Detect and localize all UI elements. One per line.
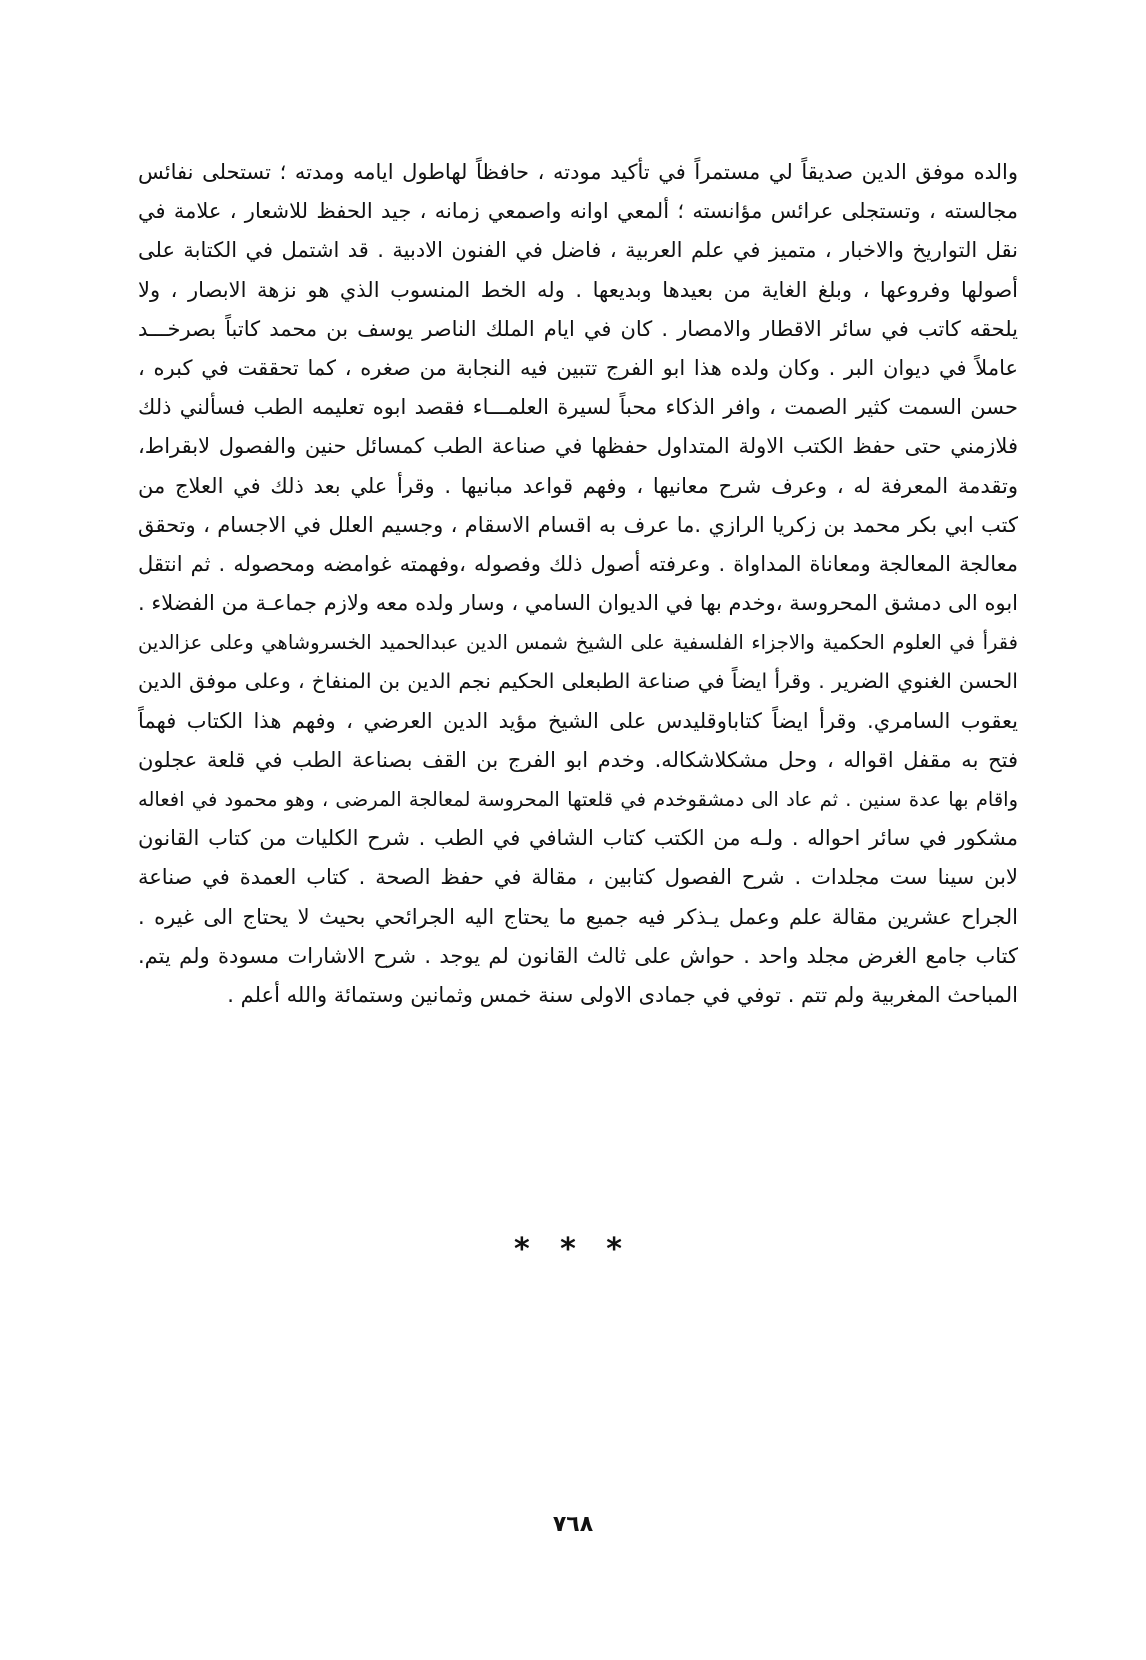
text-line: الجراح عشرين مقالة علم وعمل يـذكر فيه جميع ما يحتاج اليه الجرائحي بحيث لا يحتاج الى غيره .	[138, 904, 1018, 929]
text-line: مجالسته ، وتستجلى عرائس مؤانسته ؛ ألمعي اوانه واصمعي زمانه ، جيد الحفظ للاشعار ، علامة في	[138, 199, 1018, 224]
text-line: كتاب جامع الغرض مجلد واحد . حواش على ثالث القانون لم يوجد . شرح الاشارات مسودة ولم يتم.	[138, 943, 1018, 968]
text-line: وتقدمة المعرفة له ، وعرف شرح معانيها ، وفهم قواعد مبانيها . وقرأ علي بعد ذلك في العلاج من	[138, 473, 1018, 498]
text-line: حسن السمت كثير الصمت ، وافر الذكاء محباً لسيرة العلمـــاء فقصد ابوه تعليمه الطب فسألني ذلك	[138, 395, 1018, 420]
text-line: عاملاً في ديوان البر . وكان ولده هذا ابو الفرج تتبين فيه النجابة من صغره ، كما تحققت في كبره ،	[138, 355, 1018, 380]
text-line: لابن سينا ست مجلدات . شرح الفصول كتابين ، مقالة في حفظ الصحة . كتاب العمدة في صناعة	[138, 865, 1018, 890]
text-line: كتب ابي بكر محمد بن زكريا الرازي .ما عرف به اقسام الاسقام ، وجسيم العلل في الاجسام ، وتحقق	[138, 512, 1018, 537]
body-text	[138, 153, 1018, 1015]
text-line: يعقوب السامري. وقرأ ايضاً كتاباوقليدس على الشيخ مؤيد الدين العرضي ، وفهم هذا الكتاب فهماً	[138, 708, 1018, 733]
text-line: مشكور في سائر احواله . ولـه من الكتب كتاب الشافي في الطب . شرح الكليات من كتاب القانون	[138, 826, 1018, 851]
text-line: الحسن الغنوي الضرير . وقرأ ايضاً في صناعة الطبعلى الحكيم نجم الدين بن المنفاخ ، وعلى موفق الدين	[138, 669, 1018, 694]
page-number: ٧٦٨	[552, 1512, 594, 1537]
text-line: والده موفق الدين صديقاً لي مستمراً في تأكيد مودته ، حافظاً لهاطول ايامه ومدته ؛ تستحلى نفائس	[138, 160, 1018, 184]
text-line: أصولها وفروعها ، وبلغ الغاية من بعيدها وبديعها . وله الخط المنسوب الذي هو نزهة الابصار ، ولا	[138, 277, 1018, 302]
text-line: فتح به مقفل اقواله ، وحل مشكلاشكاله. وخدم ابو الفرج بن القف بصناعة الطب في قلعة عجلون	[138, 747, 1018, 772]
text-line: واقام بها عدة سنين . ثم عاد الى دمشقوخدم في قلعتها المحروسة لمعالجة المرضى ، وهو محمود في افعاله	[138, 788, 1018, 811]
text-line: ابوه الى دمشق المحروسة ،وخدم بها في الديوان السامي ، وسار ولده معه ولازم جماعـة من الفضلاء .	[138, 591, 1018, 616]
text-line: فقرأ في العلوم الحكمية والاجزاء الفلسفية على الشيخ شمس الدين عبدالحميد الخسروشاهي وعلى عزالدين	[138, 631, 1018, 655]
text-line: معالجة المعالجة ومعاناة المداواة . وعرفته أصول ذلك وفصوله ،وفهمته غوامضه ومحصوله . ثم انتقل	[138, 551, 1018, 576]
text-line: يلحقه كاتب في سائر الاقطار والامصار . كان في ايام الملك الناصر يوسف بن محمد كاتباً بصرخـــد	[138, 316, 1018, 341]
text-line: المباحث المغربية ولم تتم . توفي في جمادى الاولى سنة خمس وثمانين وستمائة والله أعلم .	[227, 982, 1018, 1007]
section-separator: * * *	[514, 1232, 632, 1267]
text-line: فلازمني حتى حفظ الكتب الاولة المتداول حفظها في صناعة الطب كمسائل حنين والفصول لابقراط،	[138, 434, 1018, 459]
text-line: نقل التواريخ والاخبار ، متميز في علم العربية ، فاضل في الفنون الادبية . قد اشتمل في الكتابة على	[138, 238, 1018, 263]
